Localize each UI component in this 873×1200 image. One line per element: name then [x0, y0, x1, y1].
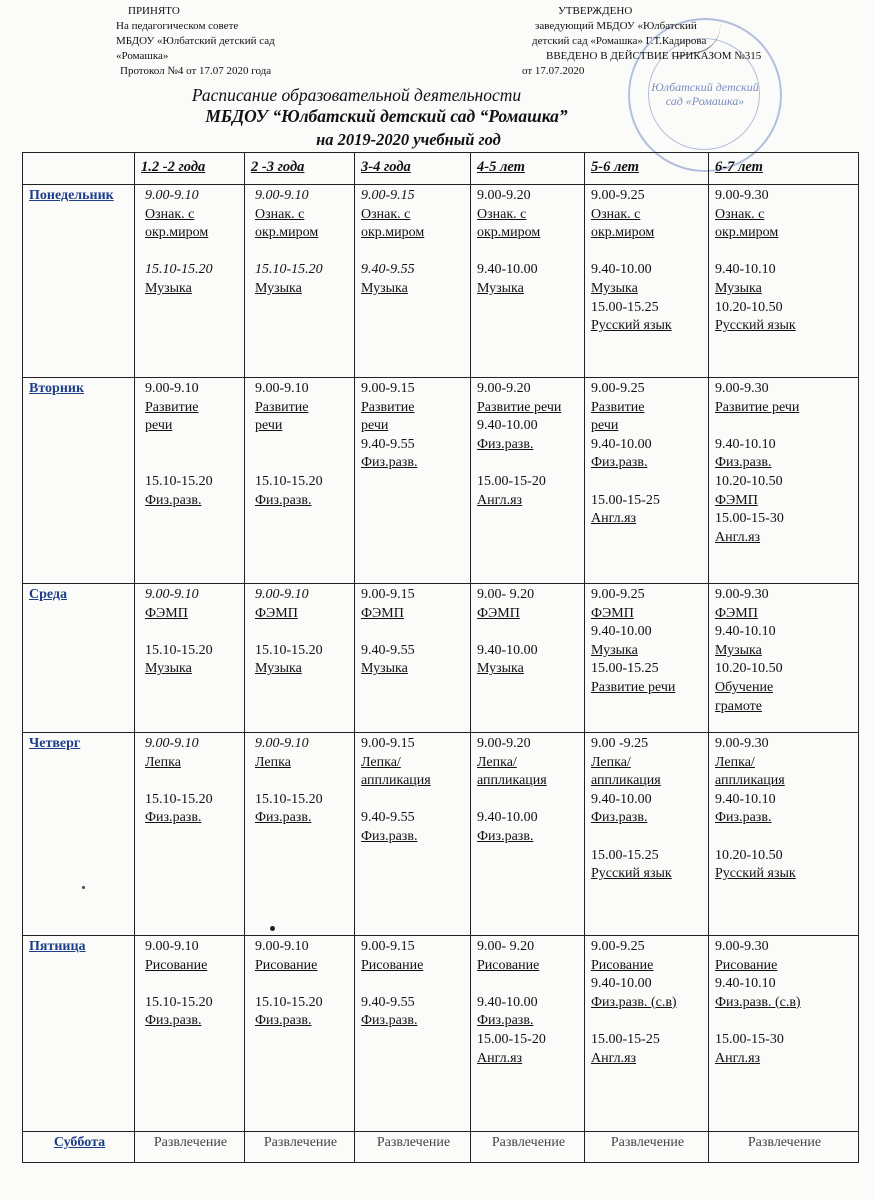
cell-text: Развитие речи	[591, 679, 676, 695]
cell-text: Рисование	[715, 957, 778, 973]
cell-spacer	[255, 623, 350, 642]
cell-text: Физ.разв.	[255, 810, 312, 826]
cell-text: 9.40-10.00	[591, 791, 652, 807]
cell-spacer	[145, 623, 240, 642]
cell-text: Русский язык	[715, 866, 796, 882]
cell-text: 9.00-9.20	[477, 736, 531, 751]
cell-text: Развитие	[361, 399, 415, 415]
cell-text: 15.10-15.20	[255, 473, 323, 489]
header-age-group: 4-5 лет	[471, 153, 585, 185]
cell-text: 9.00-9.10	[255, 736, 309, 751]
cell-text: аппликация	[477, 773, 547, 789]
schedule-cell	[135, 733, 245, 936]
cell-spacer	[255, 975, 350, 994]
cell-text: 9.00-9.10	[255, 381, 309, 396]
cell-text: 9.40-10.00	[477, 418, 538, 434]
cell-text: Музыка	[715, 280, 762, 296]
cell-spacer	[361, 243, 466, 262]
cell-text: 9.40-10.00	[591, 262, 652, 278]
cell-spacer	[591, 1012, 704, 1031]
cell-text: Физ.разв.	[591, 810, 648, 826]
cell-spacer	[255, 772, 350, 791]
cell-spacer	[255, 436, 350, 455]
cell-text: 15.10-15.20	[145, 262, 213, 278]
schedule-cell	[135, 584, 245, 733]
cell-text: 9.40-10.00	[477, 994, 538, 1010]
cell-text: 9.40-9.55	[361, 262, 415, 278]
cell-text: Музыка	[477, 280, 524, 296]
cell-text: 15.00-15-25	[591, 492, 660, 508]
cell-text: 15.10-15.20	[145, 473, 213, 489]
cell-text: Лепка/	[361, 754, 401, 770]
cell-spacer	[591, 243, 704, 262]
cell-text: 10.20-10.50	[715, 661, 783, 677]
cell-text: 15.10-15.20	[145, 994, 213, 1010]
cell-spacer	[145, 772, 240, 791]
schedule-cell	[245, 733, 355, 936]
cell-text: ФЭМП	[477, 605, 520, 621]
cell-text: Рисование	[591, 957, 654, 973]
day-label: Суббота	[53, 1135, 106, 1150]
cell-text: 9.00-9.25	[591, 381, 645, 396]
cell-text: Развитие	[145, 399, 199, 415]
cell-text: Ознак. с	[255, 206, 305, 222]
approval-right-line: УТВЕРЖДЕНО	[558, 5, 633, 17]
schedule-cell	[355, 378, 471, 584]
cell-text: Англ.яз	[477, 492, 523, 508]
cell-text: Русский язык	[591, 866, 672, 882]
cell-spacer	[255, 243, 350, 262]
day-label: Среда	[29, 587, 68, 602]
cell-spacer	[361, 623, 466, 642]
cell-text: речи	[591, 418, 619, 434]
cell-text: Физ.разв.	[145, 492, 202, 508]
day-cell	[23, 378, 135, 584]
cell-spacer	[477, 791, 580, 810]
schedule-cell	[471, 378, 585, 584]
schedule-cell	[471, 733, 585, 936]
cell-text: Англ.яз	[477, 1050, 523, 1066]
cell-text: 15.00-15-30	[715, 511, 784, 527]
schedule-cell	[709, 733, 859, 936]
cell-text: Русский язык	[715, 318, 796, 334]
schedule-cell	[585, 733, 709, 936]
cell-text: 9.40-10.10	[715, 262, 776, 278]
schedule-cell	[355, 936, 471, 1132]
cell-text: Физ.разв.	[255, 1013, 312, 1029]
schedule-cell	[709, 936, 859, 1132]
cell-text: Ознак. с	[715, 206, 765, 222]
cell-text: речи	[255, 418, 283, 434]
cell-text: 9.40-10.00	[477, 642, 538, 658]
cell-text: окр.миром	[145, 225, 209, 241]
cell-text: Рисование	[255, 957, 318, 973]
cell-spacer	[361, 791, 466, 810]
cell-text: 9.40-9.55	[361, 642, 415, 658]
cell-text: Физ.разв.	[361, 455, 418, 471]
cell-spacer	[591, 473, 704, 492]
cell-text: Физ.разв.	[477, 1013, 534, 1029]
cell-text: Физ.разв.	[477, 436, 534, 452]
schedule-cell	[709, 584, 859, 733]
cell-text: Физ.разв. (с.в)	[591, 994, 677, 1010]
cell-text: ФЭМП	[591, 605, 634, 621]
schedule-cell	[245, 936, 355, 1132]
cell-text: Физ.разв.	[715, 455, 772, 471]
cell-text: 9.40-9.55	[361, 436, 415, 452]
cell-text: 15.10-15.20	[255, 642, 323, 658]
cell-spacer	[145, 975, 240, 994]
cell-text: 9.00-9.30	[715, 188, 769, 203]
header-age-group: 6-7 лет	[709, 153, 859, 185]
cell-text: Музыка	[591, 642, 638, 658]
cell-text: окр.миром	[715, 225, 779, 241]
cell-text: 15.00-15.25	[591, 661, 659, 677]
cell-spacer	[477, 975, 580, 994]
cell-spacer	[361, 975, 466, 994]
cell-text: 15.00-15-30	[715, 1031, 784, 1047]
cell-text: ФЭМП	[715, 605, 758, 621]
cell-text: Ознак. с	[477, 206, 527, 222]
cell-text: 9.00-9.10	[145, 736, 199, 751]
cell-text: Музыка	[255, 661, 302, 677]
cell-text: грамоте	[715, 698, 762, 714]
cell-text: Развитие речи	[715, 399, 800, 415]
cell-text: 9.00-9.15	[361, 381, 415, 396]
cell-text: 9.40-10.00	[591, 976, 652, 992]
cell-text: Физ.разв.	[145, 810, 202, 826]
approval-right-line: детский сад «Ромашка» Г.Т.Кадирова	[532, 35, 707, 47]
cell-spacer	[145, 243, 240, 262]
cell-text: 9.00-9.15	[361, 736, 415, 751]
cell-text: Музыка	[145, 280, 192, 296]
cell-text: 10.20-10.50	[715, 847, 783, 863]
cell-text: Физ.разв.	[477, 828, 534, 844]
cell-text: Музыка	[361, 280, 408, 296]
approval-left-line: «Ромашка»	[116, 50, 169, 62]
cell-spacer	[477, 454, 580, 473]
approval-left-line: МБДОУ «Юлбатский детский сад	[116, 35, 275, 47]
cell-text: 9.40-10.10	[715, 436, 776, 452]
cell-text: Музыка	[591, 280, 638, 296]
header-corner	[23, 153, 135, 185]
cell-text: аппликация	[361, 773, 431, 789]
approval-left-line: ПРИНЯТО	[128, 5, 180, 17]
stamp-text: Юлбатский детский сад «Ромашка»	[651, 80, 759, 108]
approval-left-line: Протокол №4 от 17.07 2020 года	[120, 65, 272, 77]
cell-text: 15.10-15.20	[255, 994, 323, 1010]
approval-left-line: На педагогическом совете	[116, 20, 239, 32]
schedule-cell	[135, 185, 245, 378]
header-age-group: 1.2 -2 года	[135, 153, 245, 185]
header-age-group: 5-6 лет	[585, 153, 709, 185]
schedule-cell	[471, 584, 585, 733]
cell-text: 9.40-10.00	[591, 436, 652, 452]
cell-text: Развитие речи	[477, 399, 562, 415]
cell-text: Физ.разв.	[591, 455, 648, 471]
header-age-group: 2 -3 года	[245, 153, 355, 185]
table-row	[23, 733, 859, 936]
schedule-cell	[355, 1132, 471, 1163]
cell-text: Русский язык	[591, 318, 672, 334]
cell-text: Развлечение	[263, 1135, 338, 1150]
schedule-cell	[709, 1132, 859, 1163]
cell-text: Обучение	[715, 679, 774, 695]
cell-text: окр.миром	[361, 225, 425, 241]
day-cell	[23, 584, 135, 733]
cell-spacer	[715, 1012, 854, 1031]
cell-text: Физ.разв.	[361, 1013, 418, 1029]
cell-text: Музыка	[145, 661, 192, 677]
header-row	[23, 153, 859, 185]
cell-text: Музыка	[255, 280, 302, 296]
cell-text: 15.10-15.20	[255, 791, 323, 807]
cell-spacer	[715, 243, 854, 262]
cell-text: 9.00-9.10	[255, 188, 309, 203]
schedule-cell	[585, 936, 709, 1132]
cell-text: 9.00-9.15	[361, 939, 415, 954]
cell-text: 9.40-10.10	[715, 624, 776, 640]
schedule-table	[22, 152, 859, 1163]
cell-text: 9.00-9.30	[715, 939, 769, 954]
cell-text: Физ.разв.	[361, 828, 418, 844]
cell-text: 15.00-15-20	[477, 473, 546, 489]
cell-text: 9.00-9.10	[255, 939, 309, 954]
cell-text: окр.миром	[255, 225, 319, 241]
cell-text: 9.00-9.25	[591, 587, 645, 602]
cell-text: 15.10-15.20	[145, 791, 213, 807]
day-label: Вторник	[29, 381, 85, 396]
approval-right-line: ВВЕДЕНО В ДЕЙСТВИЕ ПРИКАЗОМ №315	[546, 50, 762, 62]
cell-spacer	[477, 623, 580, 642]
cell-text: 9.00- 9.20	[477, 587, 535, 602]
schedule-cell	[245, 185, 355, 378]
ink-dot	[270, 926, 275, 931]
cell-text: Развитие	[591, 399, 645, 415]
cell-text: 15.00-15.25	[591, 299, 659, 315]
schedule-cell	[245, 1132, 355, 1163]
cell-text: 9.00-9.15	[361, 587, 415, 602]
cell-text: 15.00-15-25	[591, 1031, 660, 1047]
schedule-cell	[709, 185, 859, 378]
cell-text: Развитие	[255, 399, 309, 415]
cell-text: 15.10-15.20	[145, 642, 213, 658]
cell-text: 9.40-10.00	[591, 624, 652, 640]
cell-text: 15.10-15.20	[255, 262, 323, 278]
schedule-cell	[135, 378, 245, 584]
cell-text: 9.00-9.25	[591, 188, 645, 203]
schedule-cell	[471, 936, 585, 1132]
cell-text: 9.00-9.10	[145, 188, 199, 203]
cell-text: Англ.яз	[715, 529, 761, 545]
cell-text: Лепка	[255, 754, 291, 770]
schedule-cell	[585, 378, 709, 584]
schedule-cell	[355, 733, 471, 936]
cell-text: 10.20-10.50	[715, 299, 783, 315]
cell-text: ФЭМП	[255, 605, 298, 621]
cell-text: Развлечение	[610, 1135, 685, 1150]
table-row	[23, 936, 859, 1132]
cell-text: ФЭМП	[361, 605, 404, 621]
cell-text: Англ.яз	[591, 1050, 637, 1066]
schedule-cell	[245, 584, 355, 733]
cell-text: 9.40-9.55	[361, 810, 415, 826]
cell-text: Лепка	[145, 754, 181, 770]
day-label: Понедельник	[29, 188, 114, 203]
day-cell	[23, 1132, 135, 1163]
cell-text: Рисование	[361, 957, 424, 973]
schedule-cell	[245, 378, 355, 584]
cell-text: Рисование	[477, 957, 540, 973]
cell-text: Лепка/	[715, 754, 755, 770]
cell-text: Лепка/	[477, 754, 517, 770]
day-label: Четверг	[29, 736, 81, 751]
page-year: на 2019-2020 учебный год	[316, 130, 501, 149]
schedule-cell	[471, 1132, 585, 1163]
cell-spacer	[255, 454, 350, 473]
cell-text: 9.00-9.10	[145, 381, 199, 396]
cell-spacer	[715, 828, 854, 847]
cell-text: 15.00-15-20	[477, 1031, 546, 1047]
cell-text: Развлечение	[491, 1135, 566, 1150]
cell-text: 9.40-10.10	[715, 976, 776, 992]
cell-text: ФЭМП	[715, 492, 758, 508]
day-cell	[23, 185, 135, 378]
cell-text: Развлечение	[747, 1135, 822, 1150]
schedule-cell	[585, 185, 709, 378]
cell-text: 9.40-10.00	[477, 810, 538, 826]
cell-text: 15.00-15.25	[591, 847, 659, 863]
cell-text: речи	[361, 418, 389, 434]
cell-text: окр.миром	[591, 225, 655, 241]
cell-text: Англ.яз	[715, 1050, 761, 1066]
cell-text: 9.00-9.30	[715, 381, 769, 396]
schedule-cell	[709, 378, 859, 584]
day-cell	[23, 936, 135, 1132]
page-subtitle: МБДОУ “Юлбатский детский сад “Ромашка”	[205, 106, 568, 126]
table-row	[23, 378, 859, 584]
cell-text: 10.20-10.50	[715, 473, 783, 489]
cell-text: Развлечение	[376, 1135, 451, 1150]
cell-text: 9.40-10.00	[477, 262, 538, 278]
approval-block-left	[116, 4, 275, 79]
cell-text: 9.00-9.20	[477, 188, 531, 203]
cell-text: Ознак. с	[591, 206, 641, 222]
day-label: Пятница	[29, 939, 86, 954]
cell-spacer	[145, 436, 240, 455]
cell-text: 9.00-9.20	[477, 381, 531, 396]
header-age-group: 3-4 года	[355, 153, 471, 185]
cell-spacer	[715, 417, 854, 436]
cell-text: Музыка	[477, 661, 524, 677]
cell-text: Ознак. с	[145, 206, 195, 222]
approval-block-right	[510, 4, 761, 79]
ink-dot	[82, 886, 85, 889]
cell-text: ФЭМП	[145, 605, 188, 621]
schedule-cell	[471, 185, 585, 378]
cell-text: Музыка	[361, 661, 408, 677]
table-row	[23, 1132, 859, 1163]
cell-text: Физ.разв.	[145, 1013, 202, 1029]
schedule-cell	[355, 185, 471, 378]
cell-text: 9.00 -9.25	[591, 736, 649, 751]
approval-right-line: от 17.07.2020	[522, 65, 585, 77]
approval-right-line: заведующий МБДОУ «Юлбатский	[535, 20, 697, 32]
schedule-cell	[355, 584, 471, 733]
cell-text: Физ.разв.	[715, 810, 772, 826]
cell-text: аппликация	[591, 773, 661, 789]
schedule-cell	[585, 584, 709, 733]
cell-text: 9.00-9.10	[255, 587, 309, 602]
schedule-cell	[585, 1132, 709, 1163]
cell-text: Лепка/	[591, 754, 631, 770]
cell-text: Физ.разв.	[255, 492, 312, 508]
table-row	[23, 584, 859, 733]
cell-text: 9.00-9.10	[145, 587, 199, 602]
cell-text: 9.00- 9.20	[477, 939, 535, 954]
schedule-cell	[135, 936, 245, 1132]
cell-text: 9.00-9.15	[361, 188, 415, 203]
cell-text: 9.00-9.30	[715, 587, 769, 602]
cell-text: 9.40-9.55	[361, 994, 415, 1010]
cell-text: Англ.яз	[591, 511, 637, 527]
schedule-cell	[135, 1132, 245, 1163]
page-title: Расписание образовательной деятельности	[191, 85, 522, 105]
cell-spacer	[145, 454, 240, 473]
cell-text: Музыка	[715, 642, 762, 658]
cell-text: речи	[145, 418, 173, 434]
cell-text: аппликация	[715, 773, 785, 789]
cell-spacer	[591, 828, 704, 847]
cell-text: окр.миром	[477, 225, 541, 241]
cell-text: 9.40-10.10	[715, 791, 776, 807]
cell-text: 9.00-9.30	[715, 736, 769, 751]
cell-text: Рисование	[145, 957, 208, 973]
cell-spacer	[477, 243, 580, 262]
cell-text: 9.00-9.25	[591, 939, 645, 954]
cell-text: Ознак. с	[361, 206, 411, 222]
cell-text: Физ.разв. (с.в)	[715, 994, 801, 1010]
table-row	[23, 185, 859, 378]
day-cell	[23, 733, 135, 936]
cell-text: Развлечение	[153, 1135, 228, 1150]
cell-text: 9.00-9.10	[145, 939, 199, 954]
